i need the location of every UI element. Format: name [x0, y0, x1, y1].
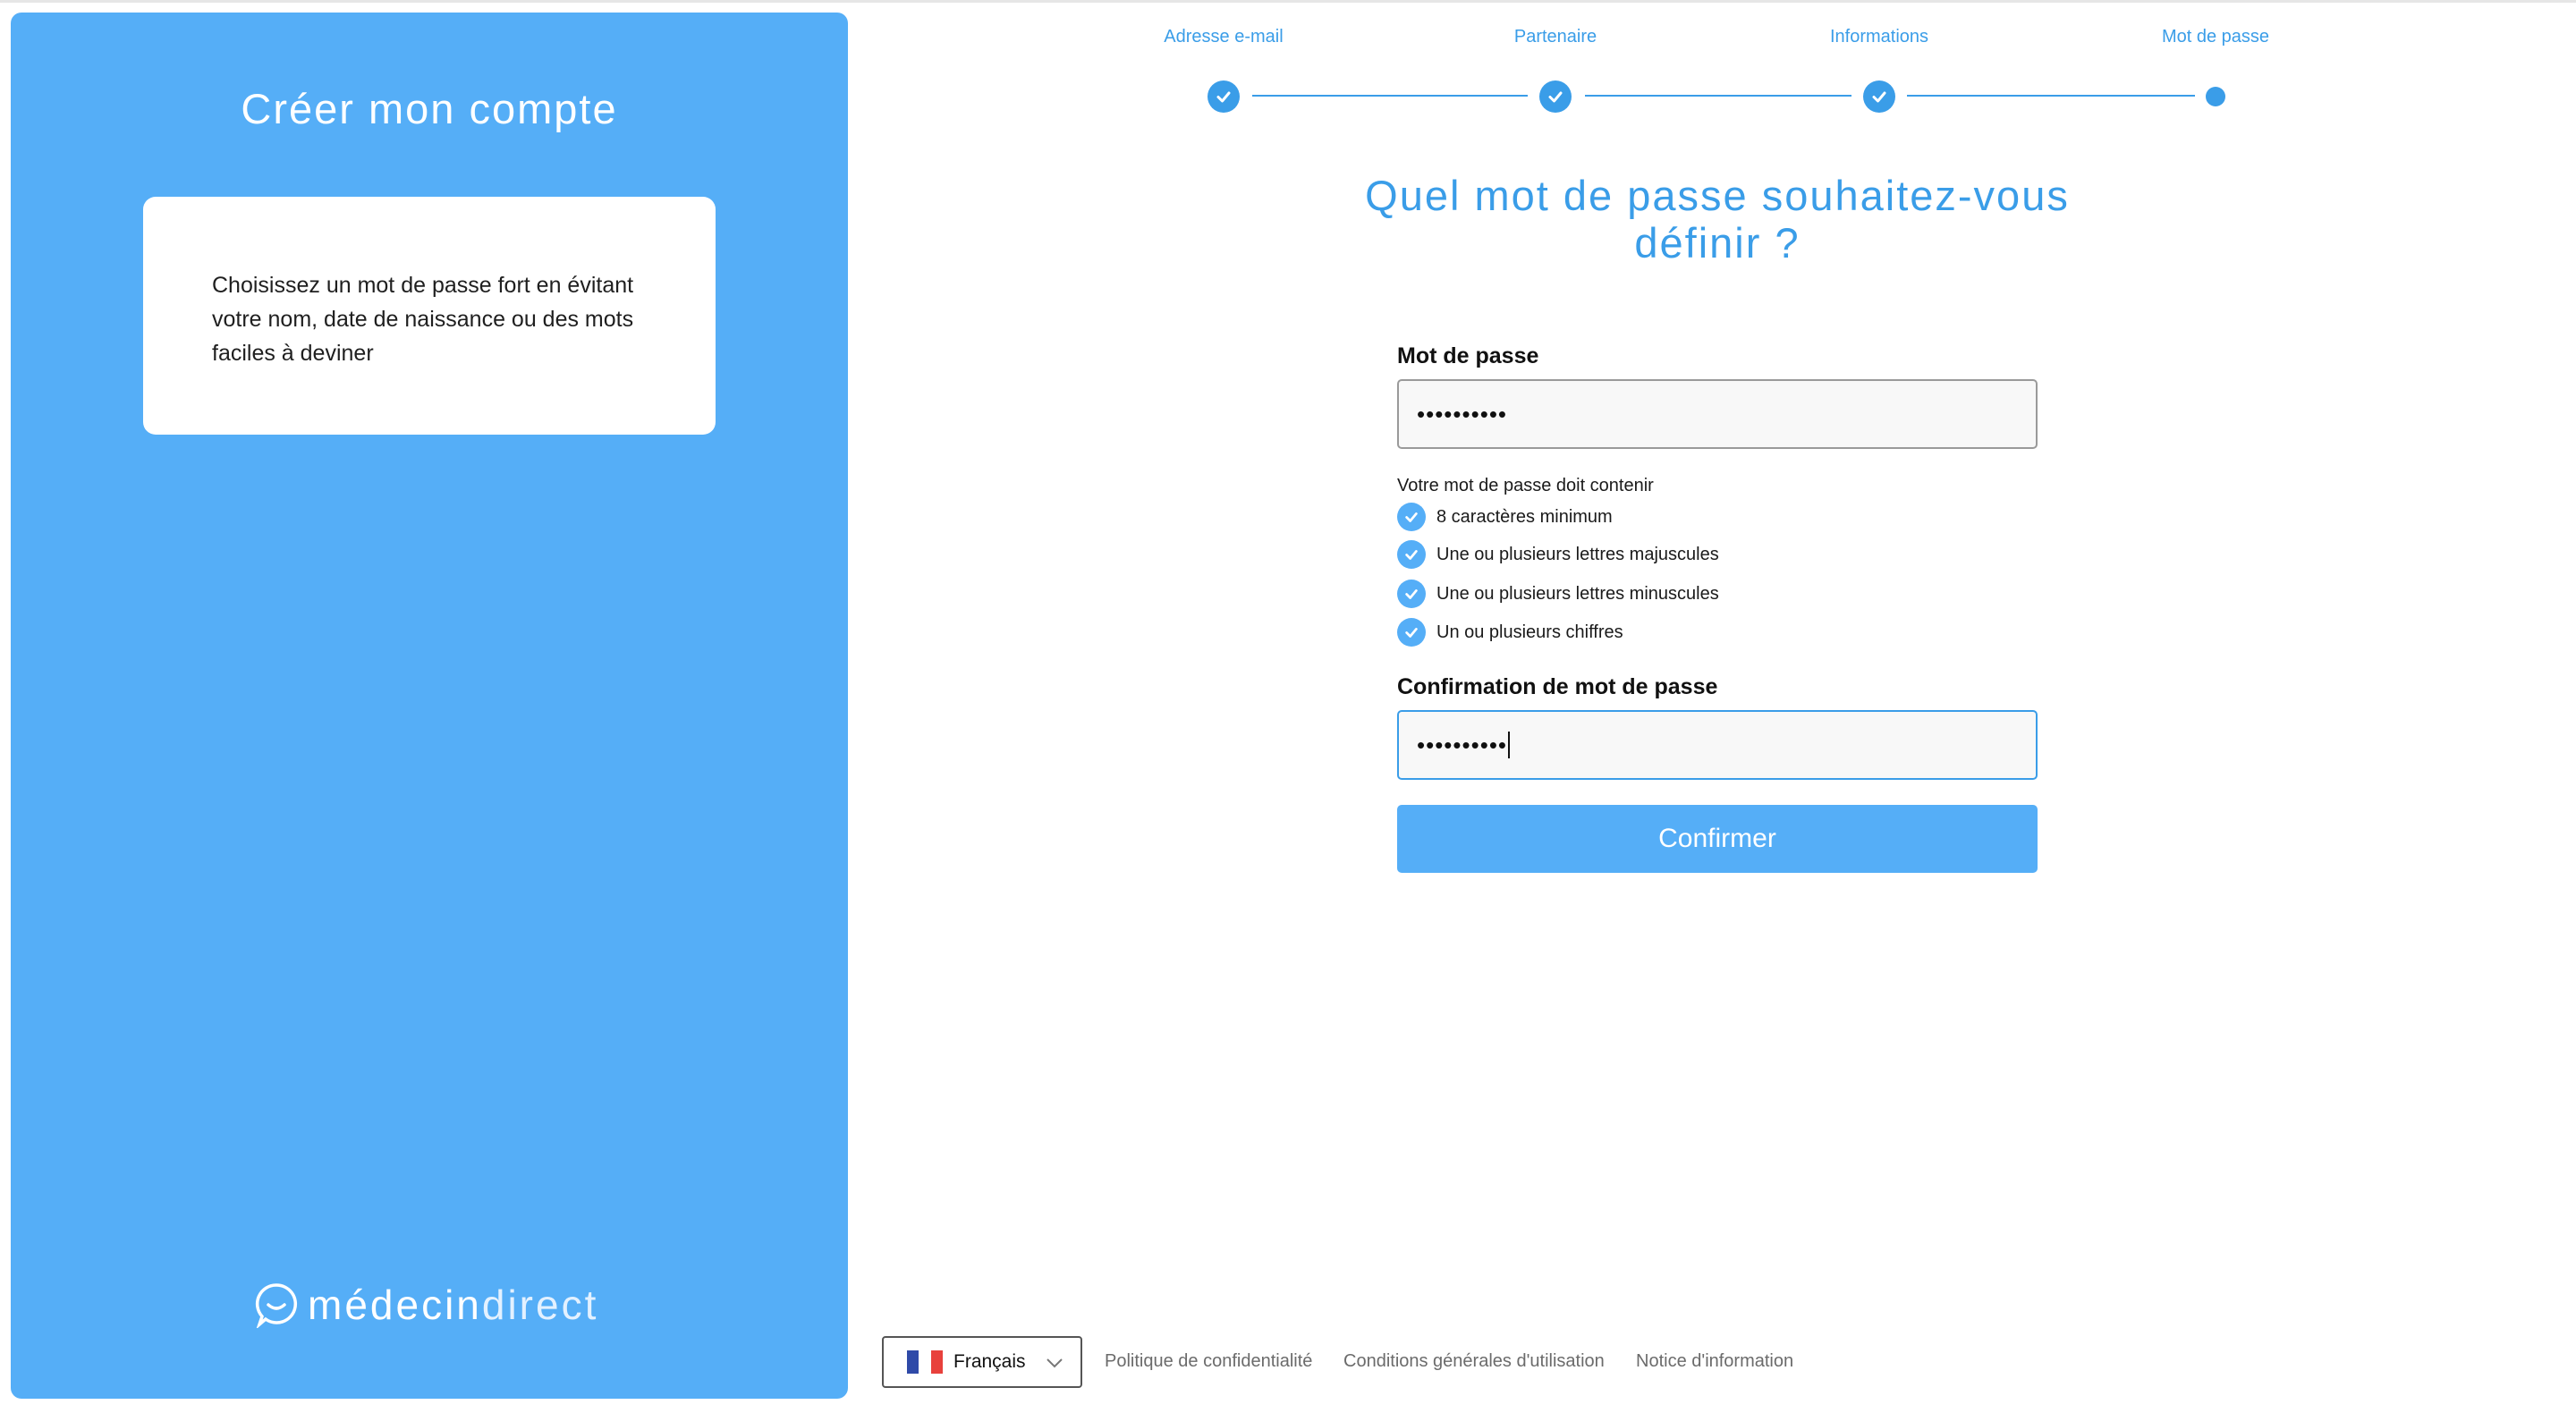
requirement-text: Un ou plusieurs chiffres: [1436, 622, 1623, 642]
step-connector: [1252, 95, 1528, 97]
brand-logo: [254, 1281, 598, 1329]
tip-card: [143, 197, 716, 435]
requirement-text: Une ou plusieurs lettres minuscules: [1436, 583, 1719, 604]
requirement-item: [1397, 580, 1719, 608]
confirm-password-input[interactable]: [1397, 710, 2038, 780]
brand-name-part2: direct: [481, 1282, 599, 1328]
password-value: ••••••••••: [1417, 400, 1508, 427]
left-panel: [11, 13, 848, 1399]
confirm-password-value: ••••••••••: [1417, 731, 1508, 758]
french-flag-icon: [907, 1350, 943, 1374]
panel-title: Créer mon compte: [241, 85, 618, 132]
step-done-info: [1863, 80, 1895, 113]
tip-text: Choisissez un mot de passe fort en évitant votre nom, date de naissance ou des mots faciles à deviner: [212, 273, 634, 366]
step-connector: [1907, 95, 2195, 97]
text-caret: [1508, 732, 1510, 758]
requirement-text: Une ou plusieurs lettres majuscules: [1436, 544, 1719, 564]
password-label: Mot de passe: [1397, 343, 1539, 368]
top-border: [0, 0, 2576, 3]
check-icon: [1870, 88, 1888, 106]
step-label-password: Mot de passe: [2161, 27, 2270, 47]
step-done-email: [1208, 80, 1240, 113]
requirement-text: 8 caractères minimum: [1436, 506, 1613, 527]
password-input[interactable]: [1397, 379, 2038, 449]
check-icon: [1546, 88, 1564, 106]
check-circle-icon: [1397, 580, 1426, 608]
chevron-down-icon: [1045, 1353, 1064, 1373]
step-current-password: [2206, 87, 2225, 106]
page-title: Quel mot de passe souhaitez-vous définir ?: [1365, 172, 2070, 267]
check-circle-icon: [1397, 540, 1426, 569]
check-circle-icon: [1397, 618, 1426, 647]
terms-link[interactable]: Conditions générales d'utilisation: [1343, 1351, 1605, 1371]
step-label-info: Informations: [1829, 27, 1929, 47]
language-select[interactable]: [882, 1336, 1082, 1388]
step-done-partner: [1539, 80, 1572, 113]
requirement-item: [1397, 503, 1613, 531]
step-label-email: Adresse e-mail: [1164, 27, 1284, 47]
privacy-policy-link[interactable]: Politique de confidentialité: [1105, 1351, 1313, 1371]
information-notice-link[interactable]: Notice d'information: [1636, 1351, 1794, 1371]
step-connector: [1585, 95, 1852, 97]
requirement-item: [1397, 618, 1623, 647]
requirement-item: [1397, 540, 1719, 569]
chat-bubble-icon: [254, 1282, 299, 1328]
requirements-title: Votre mot de passe doit contenir: [1397, 476, 1654, 495]
check-icon: [1215, 88, 1233, 106]
check-circle-icon: [1397, 503, 1426, 531]
language-label: Français: [953, 1351, 1026, 1372]
confirm-button[interactable]: Confirmer: [1397, 805, 2038, 873]
brand-name-part1: médecin: [308, 1282, 482, 1328]
confirm-password-label: Confirmation de mot de passe: [1397, 674, 1718, 699]
step-label-partner: Partenaire: [1513, 27, 1597, 47]
